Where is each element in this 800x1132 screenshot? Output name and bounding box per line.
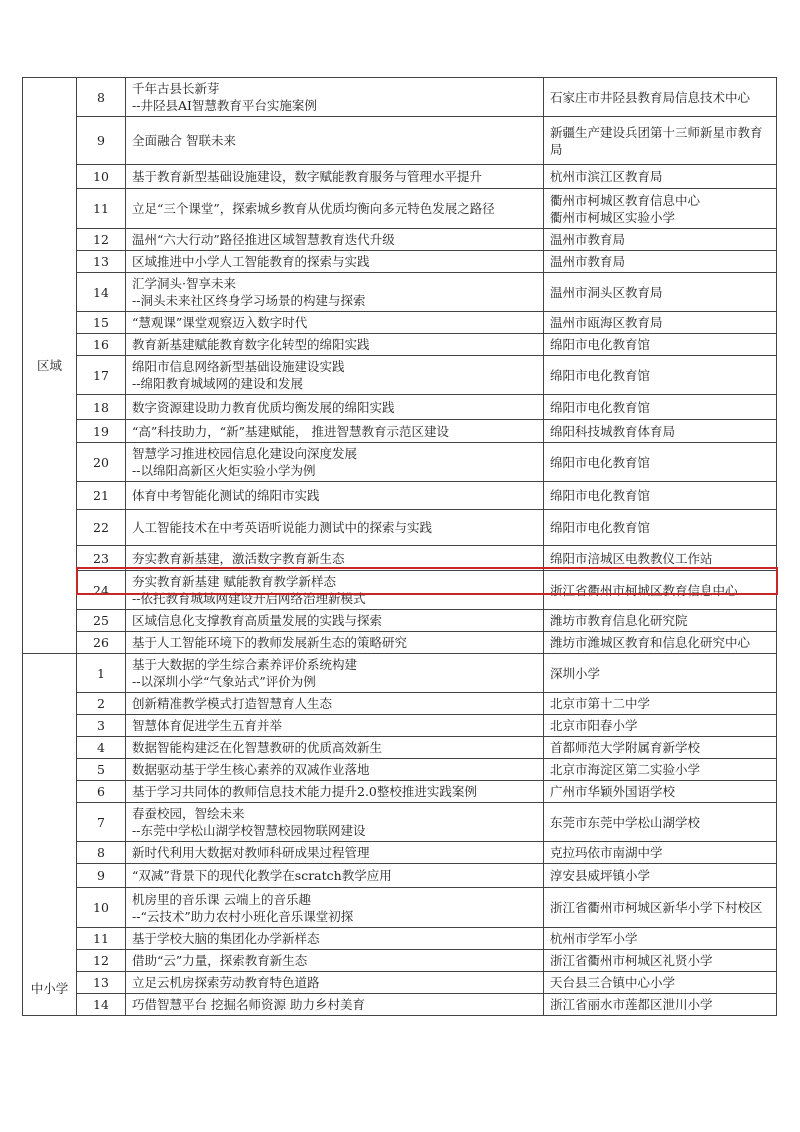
- organization-line: 绵阳市电化教育馆: [550, 488, 651, 503]
- case-title: [126, 420, 544, 443]
- table-row: [23, 632, 777, 654]
- case-title-line: 智慧学习推进校园信息化建设向深度发展: [132, 446, 358, 461]
- table-row: [23, 420, 777, 443]
- organization: [544, 420, 777, 443]
- case-title: [126, 482, 544, 510]
- organization-line: 浙江省衢州市柯城区新华小学下村校区: [550, 900, 763, 915]
- row-number: 2: [77, 693, 126, 715]
- case-title: [126, 759, 544, 781]
- table-row: [23, 715, 777, 737]
- category-cell: 区域: [23, 78, 77, 654]
- row-number: 10: [77, 165, 126, 189]
- row-number: 16: [77, 334, 126, 356]
- table-row: [23, 356, 777, 395]
- case-title: [126, 229, 544, 251]
- organization-line: 浙江省衢州市柯城区教育信息中心: [550, 582, 738, 598]
- case-title-line: --绵阳教育城域网的建设和发展: [132, 376, 303, 391]
- case-title-line: --依托教育城域网建设开启网络治理新模式: [132, 591, 366, 606]
- table-row: [23, 781, 777, 803]
- table-row: [23, 78, 777, 117]
- organization: [544, 864, 777, 888]
- row-number: 21: [77, 482, 126, 510]
- organization-line: 天台县三合镇中心小学: [550, 975, 676, 990]
- organization-line: 杭州市学军小学: [550, 931, 638, 946]
- case-title: [126, 654, 544, 693]
- case-title: [126, 928, 544, 950]
- case-title-line: 夯实教育新基建，激活数字教育新生态: [132, 550, 345, 566]
- organization: [544, 842, 777, 864]
- table-row: [23, 117, 777, 165]
- organization-line: 东莞市东莞中学松山湖学校: [550, 814, 701, 830]
- row-number: 9: [77, 117, 126, 165]
- organization: [544, 715, 777, 737]
- organization-line: 温州市洞头区教育局: [550, 284, 663, 300]
- organization-line: 石家庄市井陉县教育局信息技术中心: [550, 89, 751, 105]
- organization: [544, 972, 777, 994]
- row-number: 14: [77, 273, 126, 312]
- table-row: [23, 334, 777, 356]
- case-title: [126, 950, 544, 972]
- table-row: [23, 482, 777, 510]
- row-number: 8: [77, 78, 126, 117]
- case-title: [126, 251, 544, 273]
- table-row: [23, 189, 777, 229]
- organization: [544, 334, 777, 356]
- table-row: [23, 888, 777, 928]
- case-title: [126, 994, 544, 1016]
- organization: [544, 78, 777, 117]
- case-title: [126, 78, 544, 117]
- case-title-line: 基于人工智能环境下的教师发展新生态的策略研究: [132, 635, 408, 650]
- organization: [544, 229, 777, 251]
- case-title: [126, 334, 544, 356]
- case-title-line: 数据智能构建泛在化智慧教研的优质高效新生: [132, 740, 383, 755]
- row-number: 8: [77, 842, 126, 864]
- case-title: [126, 117, 544, 165]
- organization-line: 潍坊市教育信息化研究院: [550, 613, 688, 628]
- case-title: [126, 273, 544, 312]
- case-title-line: --以绵阳高新区火炬实验小学为例: [132, 463, 316, 478]
- case-title-line: 体育中考智能化测试的绵阳市实践: [132, 488, 320, 503]
- table-row: [23, 510, 777, 546]
- organization-line: 新疆生产建设兵团第十三师新星市教育局: [550, 124, 763, 157]
- case-title: [126, 510, 544, 546]
- case-title-line: --“云技术”助力农村小班化音乐课堂初探: [132, 908, 354, 924]
- organization-line: 绵阳市电化教育馆: [550, 520, 651, 535]
- case-title: [126, 395, 544, 420]
- case-title-line: 立足云机房探索劳动教育特色道路: [132, 975, 320, 990]
- organization-line: 浙江省衢州市柯城区礼贤小学: [550, 953, 713, 968]
- organization-line: 绵阳市电化教育馆: [550, 367, 651, 383]
- row-number: 11: [77, 189, 126, 229]
- row-number: 23: [77, 546, 126, 571]
- table-row: [23, 273, 777, 312]
- table-row: [23, 443, 777, 482]
- organization: [544, 610, 777, 632]
- table-row: [23, 737, 777, 759]
- organization-line: 杭州市滨江区教育局: [550, 169, 663, 184]
- table-row: [23, 759, 777, 781]
- organization: [544, 632, 777, 654]
- organization: [544, 482, 777, 510]
- table-row: [23, 950, 777, 972]
- case-title: [126, 312, 544, 334]
- organization-line: 潍坊市潍城区教育和信息化研究中心: [550, 635, 751, 650]
- case-title-line: 新时代利用大数据对教师科研成果过程管理: [132, 845, 370, 860]
- case-title-line: 温州“六大行动”路径推进区域智慧教育迭代升级: [132, 232, 395, 247]
- organization-line: 绵阳市电化教育馆: [550, 399, 651, 415]
- row-number: 26: [77, 632, 126, 654]
- case-title-line: 汇学洞头·智享未来: [132, 276, 236, 291]
- organization: [544, 693, 777, 715]
- case-title: [126, 165, 544, 189]
- case-title: [126, 189, 544, 229]
- organization: [544, 737, 777, 759]
- table-row: [23, 928, 777, 950]
- organization: [544, 888, 777, 928]
- table-row: [23, 654, 777, 693]
- case-title-line: “慧观课”课堂观察迈入数字时代: [132, 315, 308, 330]
- organization-line: 温州市教育局: [550, 254, 626, 269]
- case-title-line: 数据驱动基于学生核心素养的双减作业落地: [132, 762, 370, 777]
- organization: [544, 510, 777, 546]
- row-number: 9: [77, 864, 126, 888]
- row-number: 20: [77, 443, 126, 482]
- case-list-table: [22, 77, 777, 1016]
- table-row: [23, 165, 777, 189]
- case-title: [126, 443, 544, 482]
- case-title-line: --洞头未来社区终身学习场景的构建与探索: [132, 293, 366, 308]
- case-title-line: 区域推进中小学人工智能教育的探索与实践: [132, 254, 370, 269]
- case-title-line: 创新精准教学模式打造智慧育人生态: [132, 696, 333, 711]
- case-title: [126, 864, 544, 888]
- row-number: 22: [77, 510, 126, 546]
- table-row: [23, 229, 777, 251]
- case-title: [126, 803, 544, 842]
- organization: [544, 312, 777, 334]
- row-number: 4: [77, 737, 126, 759]
- organization-line: 深圳小学: [550, 665, 601, 681]
- table-row: [23, 571, 777, 610]
- row-number: 19: [77, 420, 126, 443]
- table-row: [23, 546, 777, 571]
- row-number: 18: [77, 395, 126, 420]
- case-title: [126, 610, 544, 632]
- organization-line: 绵阳科技城教育体育局: [550, 423, 676, 439]
- case-title-line: 基于学校大脑的集团化办学新样态: [132, 931, 320, 946]
- case-title: [126, 888, 544, 928]
- table-row: [23, 972, 777, 994]
- organization: [544, 546, 777, 571]
- case-title-line: 全面融合 智联未来: [132, 133, 236, 148]
- case-title-line: 区域信息化支撑教育高质量发展的实践与探索: [132, 613, 383, 628]
- row-number: 1: [77, 654, 126, 693]
- organization: [544, 117, 777, 165]
- case-title-line: “高”科技助力，“新”基建赋能， 推进智慧教育示范区建设: [132, 423, 450, 439]
- case-title: [126, 972, 544, 994]
- row-number: 25: [77, 610, 126, 632]
- case-title-line: 立足“三个课堂”，探索城乡教育从优质均衡向多元特色发展之路径: [132, 201, 495, 216]
- table-row: [23, 803, 777, 842]
- organization: [544, 395, 777, 420]
- organization: [544, 165, 777, 189]
- organization: [544, 356, 777, 395]
- case-title-line: 借助“云”力量，探索教育新生态: [132, 953, 308, 968]
- organization: [544, 571, 777, 610]
- case-title-line: 基于学习共同体的教师信息技术能力提升2.0整校推进实践案例: [132, 784, 477, 799]
- row-number: 12: [77, 950, 126, 972]
- organization-line: 温州市瓯海区教育局: [550, 315, 663, 330]
- row-number: 5: [77, 759, 126, 781]
- organization-line: 绵阳市电化教育馆: [550, 454, 651, 470]
- case-title: [126, 715, 544, 737]
- organization: [544, 654, 777, 693]
- organization-line: 淳安县威坪镇小学: [550, 868, 651, 883]
- row-number: 13: [77, 972, 126, 994]
- organization-line: 浙江省丽水市莲都区泄川小学: [550, 997, 713, 1012]
- row-number: 12: [77, 229, 126, 251]
- case-title: [126, 693, 544, 715]
- organization-line: 衢州市柯城区教育信息中心: [550, 192, 701, 208]
- case-title-line: 数字资源建设助力教育优质均衡发展的绵阳实践: [132, 399, 395, 415]
- case-title: [126, 842, 544, 864]
- organization: [544, 950, 777, 972]
- case-title-line: 人工智能技术在中考英语听说能力测试中的探索与实践: [132, 520, 433, 535]
- case-title: [126, 737, 544, 759]
- case-title-line: --以深圳小学“气象站式”评价为例: [132, 674, 316, 689]
- organization: [544, 189, 777, 229]
- row-number: 13: [77, 251, 126, 273]
- organization-line: 北京市第十二中学: [550, 696, 651, 711]
- organization-line: 广州市华颖外国语学校: [550, 784, 676, 799]
- organization-line: 衢州市柯城区实验小学: [550, 209, 676, 225]
- case-title-line: 夯实教育新基建 赋能教育教学新样态: [132, 574, 336, 589]
- case-title-line: “双减”背景下的现代化教学在scratch教学应用: [132, 868, 392, 883]
- organization-line: 克拉玛依市南湖中学: [550, 845, 663, 860]
- organization-line: 北京市海淀区第二实验小学: [550, 762, 701, 777]
- case-title: [126, 632, 544, 654]
- case-title-line: 基于大数据的学生综合素养评价系统构建: [132, 657, 358, 672]
- organization: [544, 781, 777, 803]
- row-number: 15: [77, 312, 126, 334]
- category-cell: 中小学: [23, 654, 77, 1016]
- case-title: [126, 546, 544, 571]
- table-row: [23, 693, 777, 715]
- organization-line: 绵阳市涪城区电教教仪工作站: [550, 550, 713, 566]
- organization: [544, 759, 777, 781]
- row-number: 17: [77, 356, 126, 395]
- case-title: [126, 571, 544, 610]
- case-title: [126, 356, 544, 395]
- row-number: 24: [77, 571, 126, 610]
- case-title-line: 绵阳市信息网络新型基础设施建设实践: [132, 359, 345, 374]
- table-row: [23, 251, 777, 273]
- row-number: 3: [77, 715, 126, 737]
- case-title-line: 基于教育新型基础设施建设，数字赋能教育服务与管理水平提升: [132, 169, 483, 184]
- row-number: 11: [77, 928, 126, 950]
- case-title-line: 机房里的音乐课 云端上的音乐趣: [132, 891, 311, 907]
- row-number: 10: [77, 888, 126, 928]
- case-title-line: --井陉县AI智慧教育平台实施案例: [132, 98, 317, 113]
- organization: [544, 251, 777, 273]
- case-title-line: 春蚕校园，智绘未来: [132, 806, 245, 821]
- organization-line: 首都师范大学附属育新学校: [550, 740, 701, 755]
- organization: [544, 443, 777, 482]
- organization: [544, 803, 777, 842]
- organization-line: 北京市阳春小学: [550, 718, 638, 733]
- case-title: [126, 781, 544, 803]
- row-number: 6: [77, 781, 126, 803]
- case-title-line: 千年古县长新芽: [132, 81, 220, 96]
- organization: [544, 928, 777, 950]
- case-title-line: 教育新基建赋能教育数字化转型的绵阳实践: [132, 337, 370, 352]
- table-row: [23, 312, 777, 334]
- organization-line: 温州市教育局: [550, 232, 626, 247]
- case-title-line: --东莞中学松山湖学校智慧校园物联网建设: [132, 823, 366, 838]
- table-row: [23, 864, 777, 888]
- table-row: [23, 395, 777, 420]
- case-title-line: 智慧体育促进学生五育并举: [132, 718, 283, 733]
- row-number: 7: [77, 803, 126, 842]
- organization-line: 绵阳市电化教育馆: [550, 337, 651, 352]
- organization: [544, 273, 777, 312]
- organization: [544, 994, 777, 1016]
- case-title-line: 巧借智慧平台 挖掘名师资源 助力乡村美育: [132, 997, 365, 1012]
- table-row: [23, 610, 777, 632]
- row-number: 14: [77, 994, 126, 1016]
- table-row: [23, 994, 777, 1016]
- table-row: [23, 842, 777, 864]
